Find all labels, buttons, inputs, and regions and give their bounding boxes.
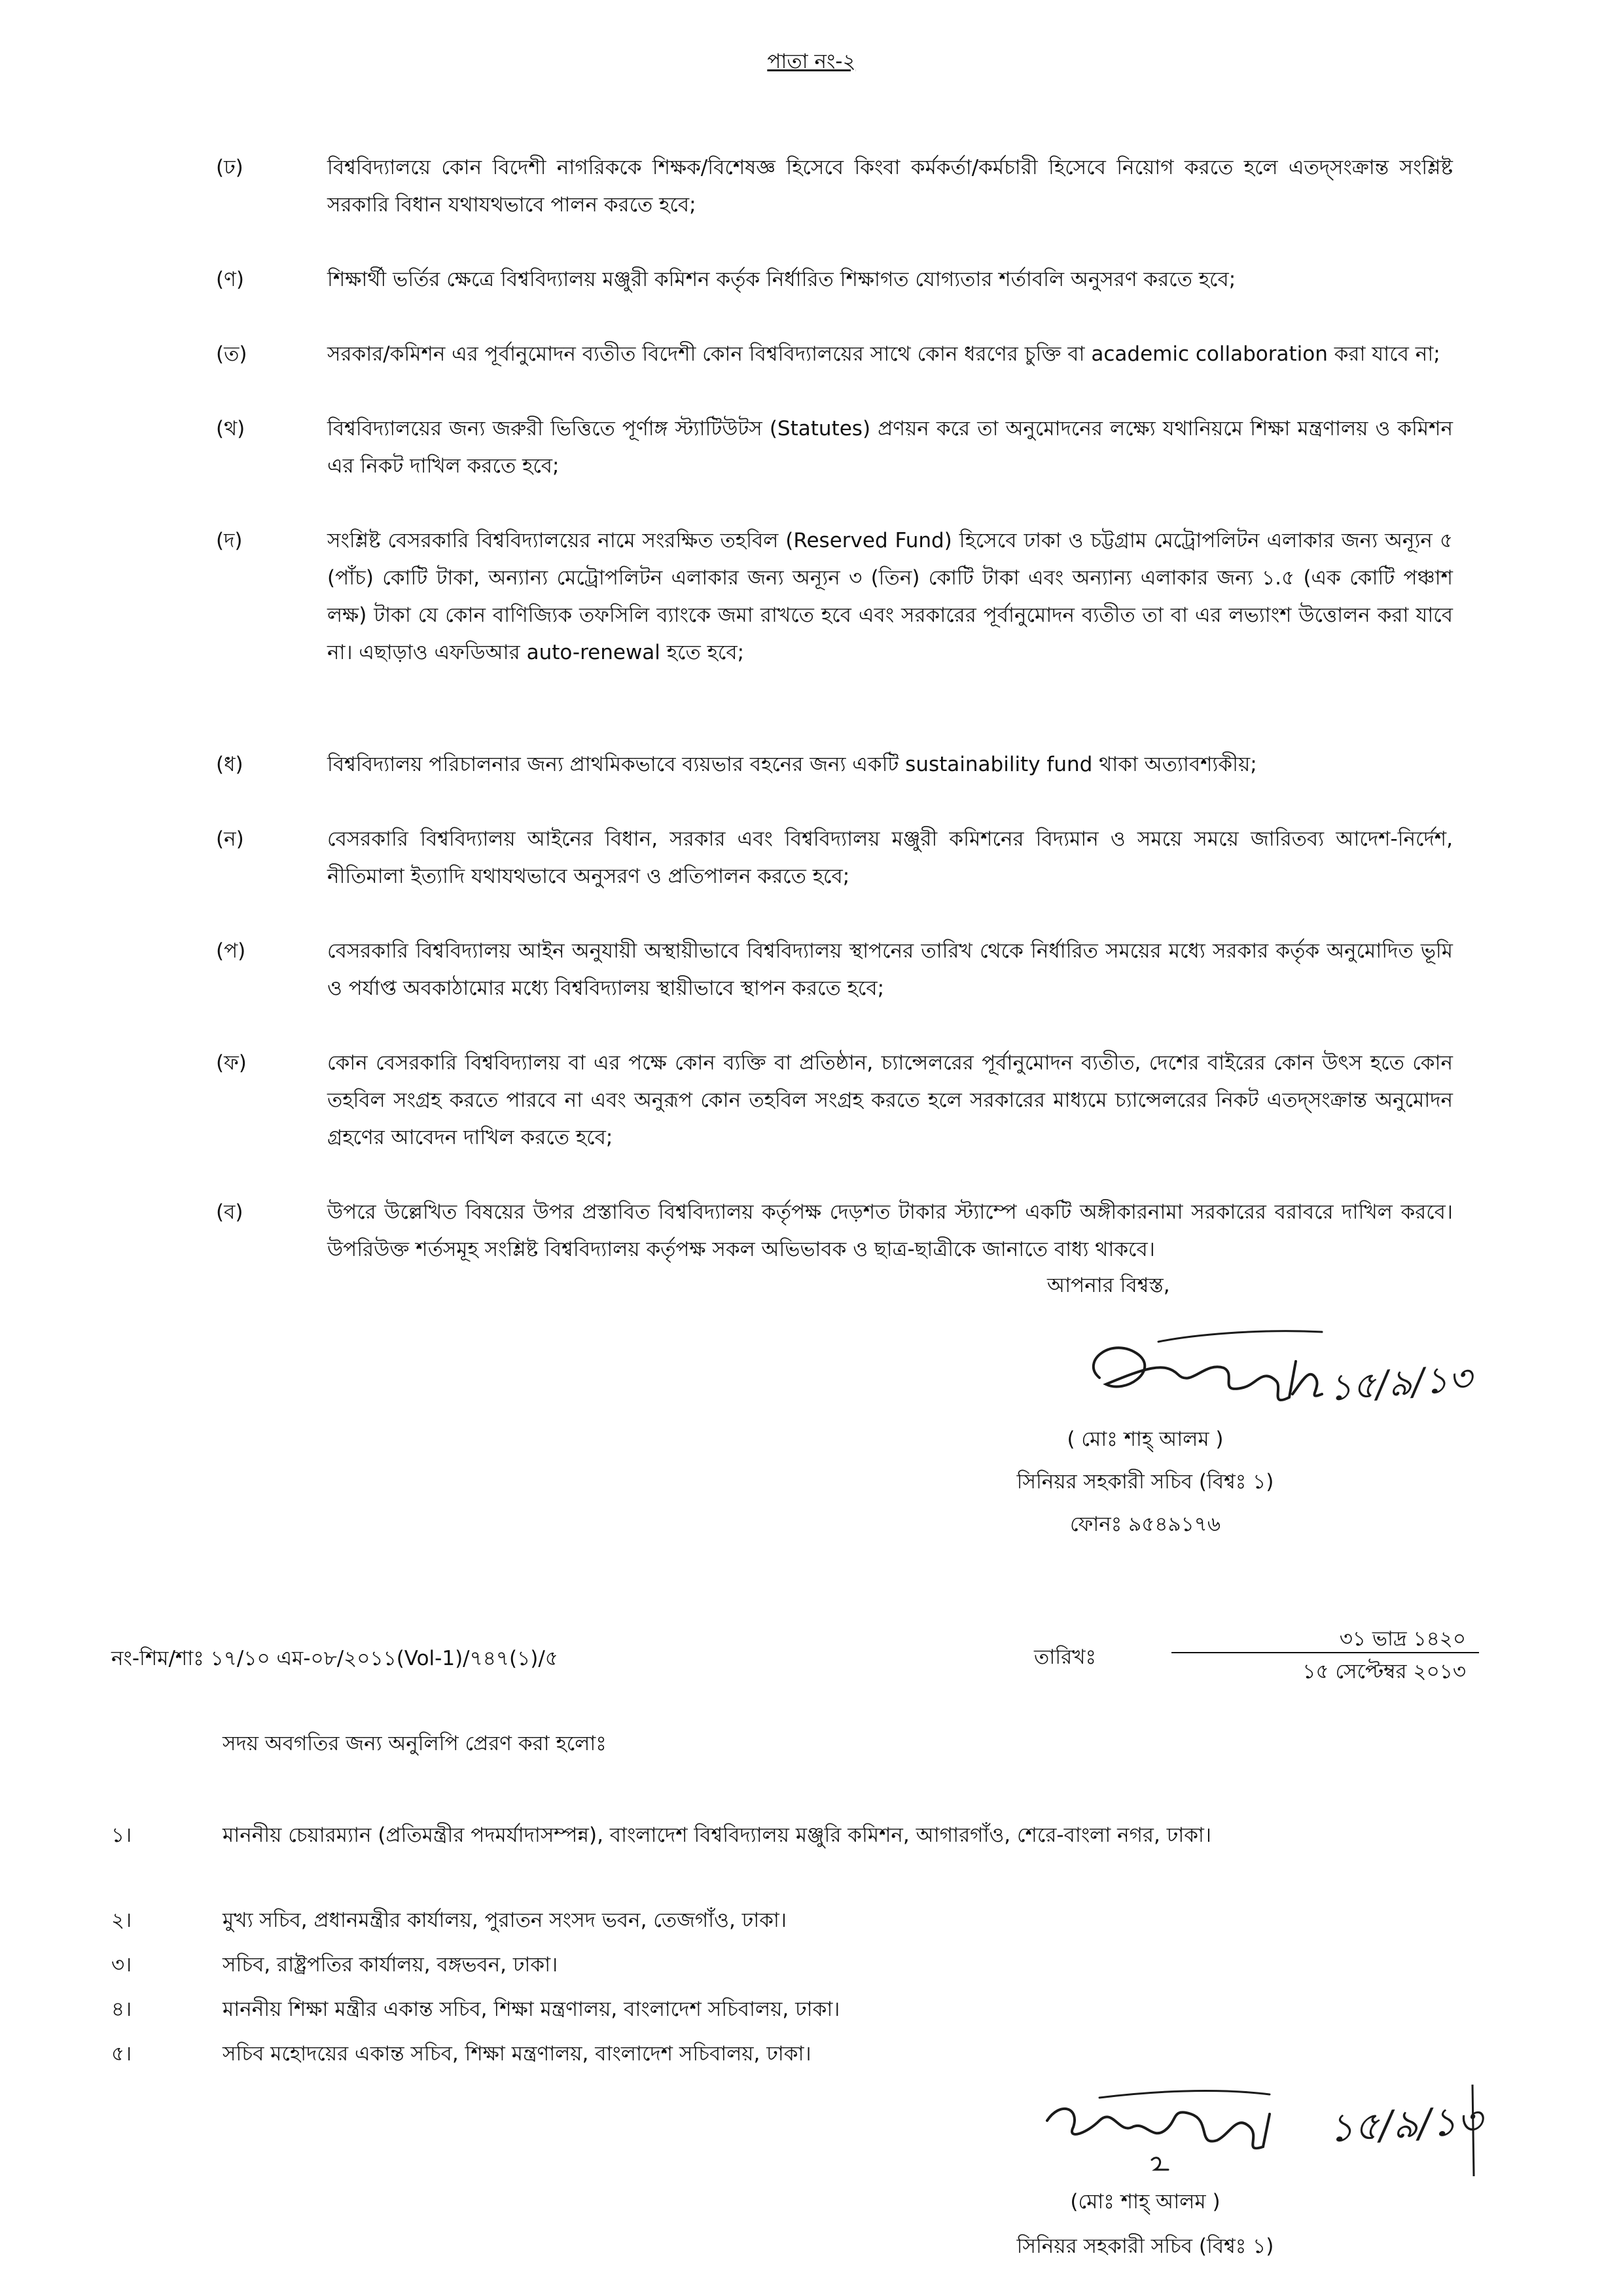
handwritten-date: ১৫/৯/১৩ [1327,1357,1474,1410]
handwritten-date-2: ১৫/৯/১৩ [1327,2097,1484,2152]
signatory-name-2: (মোঃ শাহ্‌ আলম ) [1070,2190,1221,2214]
clause-marker: (দ) [216,529,243,552]
page-number: পাতা নং-২ [767,50,856,73]
clause-text: বেসরকারি বিশ্ববিদ্যালয় আইনের বিধান, সরকার এবং বিশ্ববিদ্যালয় মঞ্জুরী কমিশনের বিদ্যমান ও সময়ে সময়ে জারিতব্য আদেশ-নির্দেশ, নীতিমালা ইত্যাদি যথাযথভাবে অনুসরণ ও প্রতিপালন করতে হবে; [327,827,1453,888]
date-bangla: ৩১ ভাদ্র ১৪২০ [1339,1627,1466,1651]
clause-marker: (ত) [216,342,247,366]
memo-date [1034,1623,1479,1682]
copy-intro: সদয় অবগতির জন্য অনুলিপি প্রেরণ করা হলোঃ [223,1732,607,1755]
signatory-designation-2: সিনিয়র সহকারী সচিব (বিশ্বঃ ১) [1016,2234,1274,2258]
recipient-text: সচিব মহোদয়ের একান্ত সচিব, শিক্ষা মন্ত্রণালয়, বাংলাদেশ সচিবালয়, ঢাকা। [223,2042,812,2066]
clause-text: সংশ্লিষ্ট বেসরকারি বিশ্ববিদ্যালয়ের নামে সংরক্ষিত তহবিল (Reserved Fund) হিসেবে ঢাকা ও চট্টগ্রাম মেট্রোপলিটন এলাকার জন্য অন্যূন ৫ (পাঁচ) কোটি টাকা, অন্যান্য মেট্রোপলিটন এলাকার জন্য অন্যূন ৩ (তিন) কোটি টাকা এবং অন্যান্য এলাকার জন্য ১.৫ (এক কোটি পঞ্চাশ লক্ষ) টাকা যে কোন বাণিজ্যিক তফসিলি ব্যাংকে জমা রাখতে হবে এবং সরকারের পূর্বানুমোদন ব্যতীত তা বা এর লভ্যাংশ উত্তোলন করা যাবে না। এছাড়াও এফডিআর auto-renewal হতে হবে; [327,529,1454,664]
clause-marker: (ন) [216,827,244,851]
recipient-text: মুখ্য সচিব, প্রধানমন্ত্রীর কার্যালয়, পুরাতন সংসদ ভবন, তেজগাঁও, ঢাকা। [223,1909,787,1932]
closing-salutation: আপনার বিশ্বস্ত, [1047,1274,1170,1297]
clause-marker: (ধ) [216,753,243,776]
recipient-number: ৪। [111,1998,132,2021]
signatory-designation: সিনিয়র সহকারী সচিব (বিশ্বঃ ১) [1016,1470,1274,1494]
handwritten-signature-2 [1034,2081,1374,2179]
clause-marker: (ব) [216,1200,243,1224]
clause-text: শিক্ষার্থী ভর্তির ক্ষেত্রে বিশ্ববিদ্যালয় মঞ্জুরী কমিশন কর্তৃক নির্ধারিত শিক্ষাগত যোগ্যতার শর্তাবলি অনুসরণ করতে হবে; [327,268,1236,291]
clause-text: সরকার/কমিশন এর পূর্বানুমোদন ব্যতীত বিদেশী কোন বিশ্ববিদ্যালয়ের সাথে কোন ধরণের চুক্তি বা academic collaboration করা যাবে না; [327,342,1440,366]
recipient-text: মাননীয় শিক্ষা মন্ত্রীর একান্ত সচিব, শিক্ষা মন্ত্রণালয়, বাংলাদেশ সচিবালয়, ঢাকা। [223,1998,840,2021]
clause-text: কোন বেসরকারি বিশ্ববিদ্যালয় বা এর পক্ষে কোন ব্যক্তি বা প্রতিষ্ঠান, চ্যান্সেলরের পূর্বানুমোদন ব্যতীত, দেশের বাইরের কোন উৎস হতে কোন তহবিল সংগ্রহ করতে পারবে না এবং অনুরূপ কোন তহবিল সংগ্রহ করতে হলে সরকারের মাধ্যমে চ্যান্সেলরের নিকট এতদ্‌সংক্রান্ত অনুমোদন গ্রহণের আবেদন দাখিল করতে হবে; [327,1051,1453,1149]
clause-text: উপরে উল্লেখিত বিষয়ের উপর প্রস্তাবিত বিশ্ববিদ্যালয় কর্তৃপক্ষ দেড়শত টাকার স্ট্যাম্পে একটি অঙ্গীকারনামা সরকারের বরাবরে দাখিল করবে। উপরিউক্ত শর্তসমূহ সংশ্লিষ্ট বিশ্ববিদ্যালয় কর্তৃপক্ষ সকল অভিভাবক ও ছাত্র-ছাত্রীকে জানাতে বাধ্য থাকবে। [327,1200,1453,1261]
clause-text: বিশ্ববিদ্যালয়ের জন্য জরুরী ভিত্তিতে পূর্ণাঙ্গ স্ট্যাটিউটস (Statutes) প্রণয়ন করে তা অনুমোদনের লক্ষ্যে যথানিয়মে শিক্ষা মন্ত্রণালয় ও কমিশন এর নিকট দাখিল করতে হবে; [327,417,1453,478]
recipient-text: মাননীয় চেয়ারম্যান (প্রতিমন্ত্রীর পদমর্যাদাসম্পন্ন), বাংলাদেশ বিশ্ববিদ্যালয় মঞ্জুরি কমিশন, আগারগাঁও, শেরে-বাংলা নগর, ঢাকা। [223,1823,1211,1847]
margin-stroke [1459,2081,1486,2179]
date-divider [1171,1652,1479,1653]
recipient-number: ৩। [111,1953,132,1977]
clause-text: বিশ্ববিদ্যালয় পরিচালনার জন্য প্রাথমিকভাবে ব্যয়ভার বহনের জন্য একটি sustainability fund থাকা অত্যাবশ্যকীয়; [327,753,1257,776]
recipient-number: ২। [111,1909,132,1932]
clause-marker: (ঢ) [216,156,243,179]
recipient-number: ৫। [111,2042,132,2066]
clause-text: বেসরকারি বিশ্ববিদ্যালয় আইন অনুযায়ী অস্থায়ীভাবে বিশ্ববিদ্যালয় স্থাপনের তারিখ থেকে নির্ধারিত সময়ের মধ্যে সরকার কর্তৃক অনুমোদিত ভূমি ও পর্যাপ্ত অবকাঠামোর মধ্যে বিশ্ববিদ্যালয় স্থায়ীভাবে স্থাপন করতে হবে; [327,939,1453,1000]
memo-number: নং-শিম/শাঃ ১৭/১০ এম-০৮/২০১১(Vol-1)/৭৪৭(১)/৫ [111,1647,558,1670]
clause-text: বিশ্ববিদ্যালয়ে কোন বিদেশী নাগরিককে শিক্ষক/বিশেষজ্ঞ হিসেবে কিংবা কর্মকর্তা/কর্মচারী হিসেবে নিয়োগ করতে হলে এতদ্‌সংক্রান্ত সংশ্লিষ্ট সরকারি বিধান যথাযথভাবে পালন করতে হবে; [327,156,1453,217]
clause-marker: (ণ) [216,268,244,291]
clause-marker: (ফ) [216,1051,247,1075]
date-english: ১৫ সেপ্টেম্বর ২০১৩ [1302,1660,1466,1683]
signatory-name: ( মোঃ শাহ্‌ আলম ) [1067,1427,1224,1451]
clause-marker: (প) [216,939,246,963]
signatory-phone: ফোনঃ ৯৫৪৯১৭৬ [1070,1513,1221,1536]
clause-marker: (থ) [216,417,245,440]
recipient-text: সচিব, রাষ্ট্রপতির কার্যালয়, বঙ্গভবন, ঢাকা। [223,1953,558,1977]
recipient-number: ১। [111,1823,132,1847]
date-label: তারিখঃ [1034,1645,1097,1669]
